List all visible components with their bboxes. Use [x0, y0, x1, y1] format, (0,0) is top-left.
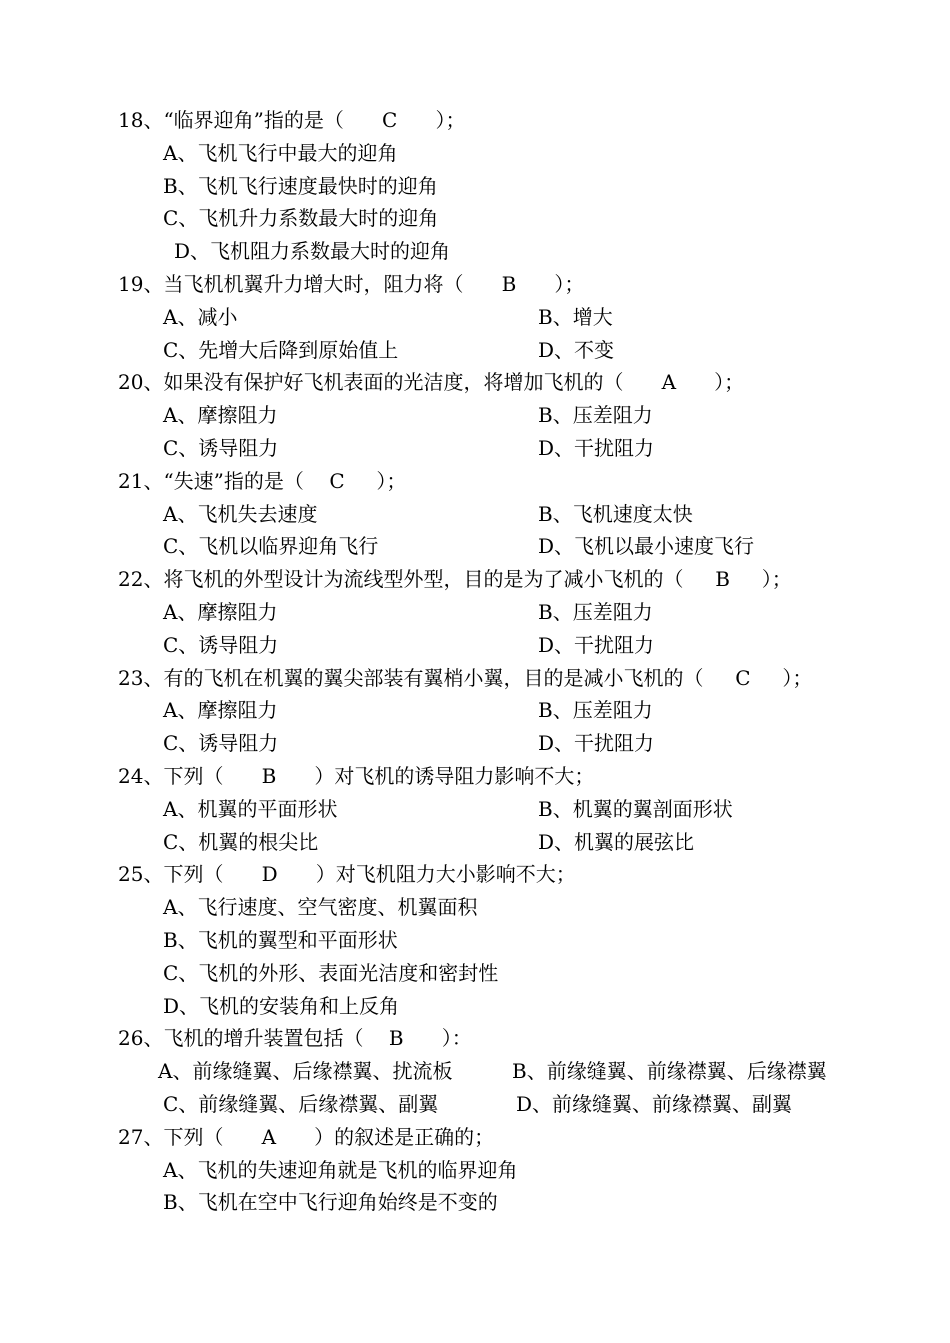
- option-row: [0, 137, 950, 170]
- option-a: C、飞机升力系数最大时的迎角: [163, 206, 439, 231]
- option-a: A、飞行速度、空气密度、机翼面积: [163, 895, 478, 920]
- question-line: 23、有的飞机在机翼的翼尖部装有翼梢小翼，目的是减小飞机的（ C ）；: [118, 665, 813, 690]
- option-b: B、机翼的翼剖面形状: [538, 796, 733, 821]
- option-a: B、飞机在空中飞行迎角始终是不变的: [163, 1190, 498, 1215]
- option-b: B、增大: [538, 304, 613, 329]
- question-line: 18、“临界迎角”指的是（ C ）；: [118, 108, 466, 132]
- option-b: B、压差阻力: [538, 599, 653, 624]
- option-a: C、诱导阻力: [163, 435, 279, 460]
- option-a: A、摩擦阻力: [163, 599, 278, 624]
- question-line: 25、下列（ D ）对飞机阻力大小影响不大；: [118, 862, 576, 887]
- option-a: C、飞机以临界迎角飞行: [163, 534, 379, 559]
- option-a: A、摩擦阻力: [163, 698, 278, 723]
- question-line: 20、如果没有保护好飞机表面的光洁度，将增加飞机的（ A ）；: [118, 370, 745, 395]
- option-a: C、机翼的根尖比: [163, 829, 319, 854]
- option-row: [0, 924, 950, 957]
- option-row: [0, 301, 950, 334]
- option-row: [0, 1154, 950, 1187]
- question-line: 19、当飞机机翼升力增大时，阻力将（ B ）；: [118, 271, 585, 296]
- option-a: A、摩擦阻力: [163, 403, 278, 428]
- option-row: [0, 990, 950, 1023]
- option-b: B、前缘缝翼、前缘襟翼、后缘襟翼: [512, 1059, 827, 1084]
- question-line: 26、飞机的增升装置包括（ B ）：: [118, 1026, 472, 1051]
- option-row: [0, 826, 950, 859]
- option-b: B、压差阻力: [538, 698, 653, 723]
- question-line: 22、将飞机的外型设计为流线型外型，目的是为了减小飞机的（ B ）；: [118, 567, 792, 592]
- option-b: D、飞机以最小速度飞行: [538, 534, 755, 559]
- option-b: D、干扰阻力: [538, 632, 655, 657]
- option-b: D、干扰阻力: [538, 435, 655, 460]
- option-row: [0, 1055, 950, 1088]
- option-b: B、飞机速度太快: [538, 501, 693, 526]
- option-row: [0, 432, 950, 465]
- option-a: D、飞机的安装角和上反角: [163, 993, 400, 1018]
- option-a: A、飞机的失速迎角就是飞机的临界迎角: [163, 1157, 518, 1182]
- exam-page: [0, 104, 950, 1219]
- option-row: [0, 1186, 950, 1219]
- option-a: C、诱导阻力: [163, 632, 279, 657]
- option-row: [0, 235, 950, 268]
- option-row: [0, 629, 950, 662]
- option-a: B、飞机的翼型和平面形状: [163, 927, 398, 952]
- option-a: C、飞机的外形、表面光洁度和密封性: [163, 960, 499, 985]
- option-a: A、减小: [163, 304, 238, 329]
- option-a: D、飞机阻力系数最大时的迎角: [174, 239, 451, 264]
- option-row: [0, 334, 950, 367]
- option-row: [0, 399, 950, 432]
- option-b: D、不变: [538, 337, 615, 362]
- option-a: A、前缘缝翼、后缘襟翼、扰流板: [158, 1059, 453, 1084]
- option-b: B、压差阻力: [538, 403, 653, 428]
- option-row: [0, 694, 950, 727]
- option-row: [0, 793, 950, 826]
- option-a: A、飞机飞行中最大的迎角: [163, 140, 398, 165]
- option-row: [0, 1088, 950, 1121]
- option-b: D、前缘缝翼、前缘襟翼、副翼: [516, 1091, 793, 1116]
- option-row: [0, 170, 950, 203]
- option-row: [0, 727, 950, 760]
- option-a: C、前缘缝翼、后缘襟翼、副翼: [163, 1091, 439, 1116]
- option-row: [0, 891, 950, 924]
- option-b: D、干扰阻力: [538, 731, 655, 756]
- option-row: [0, 957, 950, 990]
- question-line: 27、下列（ A ）的叙述是正确的；: [118, 1124, 495, 1149]
- option-a: B、飞机飞行速度最快时的迎角: [163, 173, 438, 198]
- option-a: C、先增大后降到原始值上: [163, 337, 399, 362]
- option-row: [0, 530, 950, 563]
- option-b: D、机翼的展弦比: [538, 829, 695, 854]
- option-a: A、机翼的平面形状: [163, 796, 338, 821]
- option-row: [0, 596, 950, 629]
- option-row: [0, 498, 950, 531]
- question-line: 21、“失速”指的是（ C ）；: [118, 468, 407, 493]
- option-a: A、飞机失去速度: [163, 501, 318, 526]
- option-row: [0, 202, 950, 235]
- question-line: 24、下列（ B ）对飞机的诱导阻力影响不大；: [118, 763, 595, 788]
- option-a: C、诱导阻力: [163, 731, 279, 756]
